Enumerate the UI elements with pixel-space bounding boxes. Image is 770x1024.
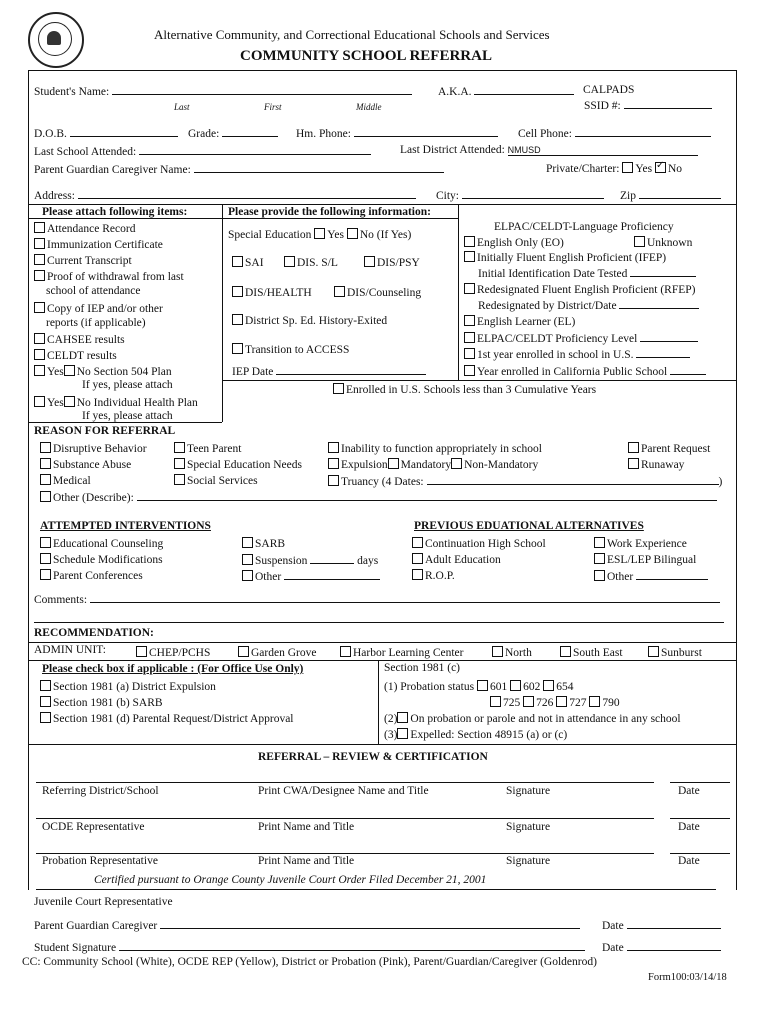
guardian-name-field[interactable]: Parent Guardian Caregiver Name: bbox=[34, 162, 444, 176]
interventions-heading: ATTEMPTED INTERVENTIONS bbox=[40, 520, 211, 532]
certification-heading: REFERRAL – REVIEW & CERTIFICATION bbox=[258, 751, 488, 763]
social-services-option[interactable]: Social Services bbox=[174, 474, 258, 487]
student-signature-field[interactable]: Student Signature bbox=[34, 940, 585, 954]
esl-option[interactable]: ESL/LEP Bilingual bbox=[594, 553, 696, 566]
health-plan-options: Yes No Individual Health Plan bbox=[34, 396, 198, 409]
zip-field[interactable]: Zip bbox=[620, 188, 721, 202]
code-601-checkbox[interactable] bbox=[477, 680, 488, 691]
withdrawal-proof-cont: school of attendance bbox=[46, 285, 141, 297]
expulsion-options: Expulsion Mandatory Non-Mandatory bbox=[328, 458, 538, 471]
date-2-label: Date bbox=[678, 821, 700, 833]
signature-3-label: Signature bbox=[506, 855, 551, 867]
dis-health-option[interactable]: DIS/HEALTH bbox=[232, 286, 312, 299]
certified-note: Certified pursuant to Orange County Juvenile Court Order Filed December 21, 2001 bbox=[94, 874, 487, 886]
code-727-checkbox[interactable] bbox=[556, 696, 567, 707]
continuation-option[interactable]: Continuation High School bbox=[412, 537, 546, 550]
special-ed-options: Special Education Yes No (If Yes) bbox=[228, 229, 412, 241]
parent-request-option[interactable]: Parent Request bbox=[628, 442, 710, 455]
rfep-option[interactable]: Redesignated Fluent English Proficient (RFEP) bbox=[464, 283, 695, 296]
unit-garden-grove-option[interactable]: Garden Grove bbox=[238, 646, 316, 659]
special-ed-yes-checkbox[interactable] bbox=[314, 228, 325, 239]
print-name-2-label: Print Name and Title bbox=[258, 821, 355, 833]
office-use-heading: Please check box if applicable : (For Office Use Only) bbox=[42, 663, 304, 675]
unit-chep-option[interactable]: CHEP/PCHS bbox=[136, 646, 210, 659]
private-yes-checkbox[interactable] bbox=[622, 162, 633, 173]
code-654-checkbox[interactable] bbox=[543, 680, 554, 691]
first-year-us-field[interactable]: 1st year enrolled in school in U.S. bbox=[464, 347, 690, 361]
initial-test-date-field[interactable]: Initial Identification Date Tested bbox=[478, 266, 696, 280]
el-option[interactable]: English Learner (EL) bbox=[464, 315, 575, 328]
disruptive-option[interactable]: Disruptive Behavior bbox=[40, 442, 147, 455]
expulsion-checkbox[interactable] bbox=[328, 458, 339, 469]
unit-sunburst-option[interactable]: Sunburst bbox=[648, 646, 702, 659]
address-field[interactable]: Address: bbox=[34, 188, 416, 202]
intervention-other-field[interactable]: Other bbox=[242, 569, 380, 583]
adult-ed-option[interactable]: Adult Education bbox=[412, 553, 501, 566]
private-no-checkbox[interactable] bbox=[655, 162, 666, 173]
previous-other-field[interactable]: Other bbox=[594, 569, 708, 583]
form-number: Form100:03/14/18 bbox=[648, 972, 727, 983]
section-504-options: Yes No Section 504 Plan bbox=[34, 365, 172, 378]
juvenile-court-label: Juvenile Court Representative bbox=[34, 896, 173, 908]
transcript-option[interactable]: Current Transcript bbox=[34, 254, 132, 267]
transition-access-option[interactable]: Transition to ACCESS bbox=[232, 343, 349, 356]
code-602-checkbox[interactable] bbox=[510, 680, 521, 691]
suspension-field[interactable]: Suspension days bbox=[242, 553, 378, 567]
iep-copy-option[interactable]: Copy of IEP and/or other bbox=[34, 302, 163, 315]
mandatory-checkbox[interactable] bbox=[388, 458, 399, 469]
sai-option[interactable]: SAI bbox=[232, 256, 264, 269]
section-1981d-option[interactable]: Section 1981 (d) Parental Request/District Approval bbox=[40, 712, 294, 725]
student-date-field[interactable]: Date bbox=[602, 940, 721, 954]
ocde-rep-label: OCDE Representative bbox=[42, 821, 145, 833]
district-sped-option[interactable]: District Sp. Ed. History-Exited bbox=[232, 314, 387, 327]
ifep-option[interactable]: Initially Fluent English Proficient (IFEP) bbox=[464, 251, 666, 264]
elpac-heading: ELPAC/CELDT-Language Proficiency bbox=[494, 221, 674, 233]
comments-field[interactable]: Comments: bbox=[34, 592, 720, 606]
referring-district-label: Referring District/School bbox=[42, 785, 159, 797]
sarb-option[interactable]: SARB bbox=[242, 537, 285, 550]
dob-field[interactable]: D.O.B. bbox=[34, 126, 178, 140]
home-phone-field[interactable]: Hm. Phone: bbox=[296, 126, 498, 140]
copy-distribution: CC: Community School (White), OCDE REP (Yellow), District or Probation (Pink), Parent/Guardian/Caregiver (Goldenrod) bbox=[22, 956, 597, 968]
admin-unit-label: ADMIN UNIT: bbox=[34, 644, 106, 656]
other-describe-field[interactable]: Other (Describe): bbox=[40, 490, 717, 504]
counseling-option[interactable]: Educational Counseling bbox=[40, 537, 163, 550]
attach-heading: Please attach following items: bbox=[42, 206, 188, 218]
dis-counseling-option[interactable]: DIS/Counseling bbox=[334, 286, 421, 299]
date-1-label: Date bbox=[678, 785, 700, 797]
signature-1-label: Signature bbox=[506, 785, 551, 797]
grade-field[interactable]: Grade: bbox=[188, 126, 278, 140]
cahsee-option[interactable]: CAHSEE results bbox=[34, 333, 125, 346]
teen-parent-option[interactable]: Teen Parent bbox=[174, 442, 241, 455]
section-1981c-heading: Section 1981 (c) bbox=[384, 662, 461, 674]
unit-south-east-option[interactable]: South East bbox=[560, 646, 623, 659]
immunization-option[interactable]: Immunization Certificate bbox=[34, 238, 163, 251]
section-1981b-option[interactable]: Section 1981 (b) SARB bbox=[40, 696, 163, 709]
county-seal-logo bbox=[28, 12, 84, 68]
city-field[interactable]: City: bbox=[436, 188, 604, 202]
year-ca-field[interactable]: Year enrolled in California Public School bbox=[464, 364, 706, 378]
section-1981a-option[interactable]: Section 1981 (a) District Expulsion bbox=[40, 680, 216, 693]
previous-heading: PREVIOUS EDUATIONAL ALTERNATIVES bbox=[414, 520, 644, 532]
probation-status-options: (1) Probation status 601 602 654 bbox=[384, 681, 574, 693]
unknown-option[interactable]: Unknown bbox=[634, 236, 692, 249]
health-no-checkbox[interactable] bbox=[64, 396, 75, 407]
schedule-option[interactable]: Schedule Modifications bbox=[40, 553, 163, 566]
probation-codes-row2: 725 726 727 790 bbox=[490, 696, 620, 709]
middle-hint: Middle bbox=[356, 102, 382, 112]
last-school-field[interactable]: Last School Attended: bbox=[34, 144, 371, 158]
last-hint: Last bbox=[174, 102, 190, 112]
withdrawal-proof-option[interactable]: Proof of withdrawal from last bbox=[34, 270, 184, 283]
last-district-field[interactable]: Last District Attended: NMUSD bbox=[400, 144, 698, 156]
info-heading: Please provide the following information: bbox=[228, 206, 431, 218]
signature-2-label: Signature bbox=[506, 821, 551, 833]
redesignated-date-field[interactable]: Redesignated by District/Date bbox=[478, 298, 699, 312]
iep-date-field[interactable]: IEP Date bbox=[232, 364, 426, 378]
private-charter-field: Private/Charter: Yes ✓ No bbox=[546, 162, 682, 175]
proficiency-level-field[interactable]: ELPAC/CELDT Proficiency Level bbox=[464, 331, 698, 345]
504-yes-checkbox[interactable] bbox=[34, 365, 45, 376]
recommendation-heading: RECOMMENDATION: bbox=[34, 627, 154, 639]
work-experience-option[interactable]: Work Experience bbox=[594, 537, 687, 550]
ssid-field[interactable]: SSID #: bbox=[584, 98, 712, 112]
cell-phone-field[interactable]: Cell Phone: bbox=[518, 126, 711, 140]
student-name-field[interactable]: Student's Name: bbox=[34, 84, 412, 98]
parole-option[interactable]: (2) On probation or parole and not in attendance in any school bbox=[384, 713, 681, 725]
504-no-checkbox[interactable] bbox=[64, 365, 75, 376]
date-3-label: Date bbox=[678, 855, 700, 867]
celdt-option[interactable]: CELDT results bbox=[34, 349, 117, 362]
attendance-record-option[interactable]: Attendance Record bbox=[34, 222, 135, 235]
parent-date-field[interactable]: Date bbox=[602, 918, 721, 932]
probation-rep-label: Probation Representative bbox=[42, 855, 158, 867]
health-if-yes: If yes, please attach bbox=[82, 410, 173, 422]
conferences-option[interactable]: Parent Conferences bbox=[40, 569, 143, 582]
aka-field[interactable]: A.K.A. bbox=[438, 84, 574, 98]
dis-sl-option[interactable]: DIS. S/L bbox=[284, 256, 338, 269]
first-hint: First bbox=[264, 102, 282, 112]
code-725-checkbox[interactable] bbox=[490, 696, 501, 707]
code-790-checkbox[interactable] bbox=[589, 696, 600, 707]
eo-option[interactable]: English Only (EO) bbox=[464, 236, 564, 249]
iep-copy-cont: reports (if applicable) bbox=[46, 317, 146, 329]
sped-needs-option[interactable]: Special Education Needs bbox=[174, 458, 302, 471]
rop-option[interactable]: R.O.P. bbox=[412, 569, 455, 582]
form-title: COMMUNITY SCHOOL REFERRAL bbox=[240, 48, 492, 64]
substance-option[interactable]: Substance Abuse bbox=[40, 458, 131, 471]
agency-name: Alternative Community, and Correctional Educational Schools and Services bbox=[154, 27, 550, 42]
code-726-checkbox[interactable] bbox=[523, 696, 534, 707]
print-name-3-label: Print Name and Title bbox=[258, 855, 355, 867]
reason-heading: REASON FOR REFERRAL bbox=[34, 425, 176, 437]
dis-psy-option[interactable]: DIS/PSY bbox=[364, 256, 420, 269]
expelled-option[interactable]: (3) Expelled: Section 48915 (a) or (c) bbox=[384, 729, 568, 741]
calpads-label: CALPADS bbox=[583, 84, 635, 96]
unit-harbor-option[interactable]: Harbor Learning Center bbox=[340, 646, 463, 659]
truancy-field[interactable]: Truancy (4 Dates: ) bbox=[328, 474, 722, 488]
print-cwa-label: Print CWA/Designee Name and Title bbox=[258, 785, 429, 797]
enrolled-less-3-option[interactable]: Enrolled in U.S. Schools less than 3 Cumulative Years bbox=[333, 383, 596, 396]
504-if-yes: If yes, please attach bbox=[82, 379, 173, 391]
parent-signature-field[interactable]: Parent Guardian Caregiver bbox=[34, 918, 580, 932]
runaway-option[interactable]: Runaway bbox=[628, 458, 684, 471]
medical-option[interactable]: Medical bbox=[40, 474, 91, 487]
health-yes-checkbox[interactable] bbox=[34, 396, 45, 407]
non-mandatory-checkbox[interactable] bbox=[451, 458, 462, 469]
special-ed-no-checkbox[interactable] bbox=[347, 228, 358, 239]
unit-north-option[interactable]: North bbox=[492, 646, 532, 659]
inability-option[interactable]: Inability to function appropriately in school bbox=[328, 442, 542, 455]
